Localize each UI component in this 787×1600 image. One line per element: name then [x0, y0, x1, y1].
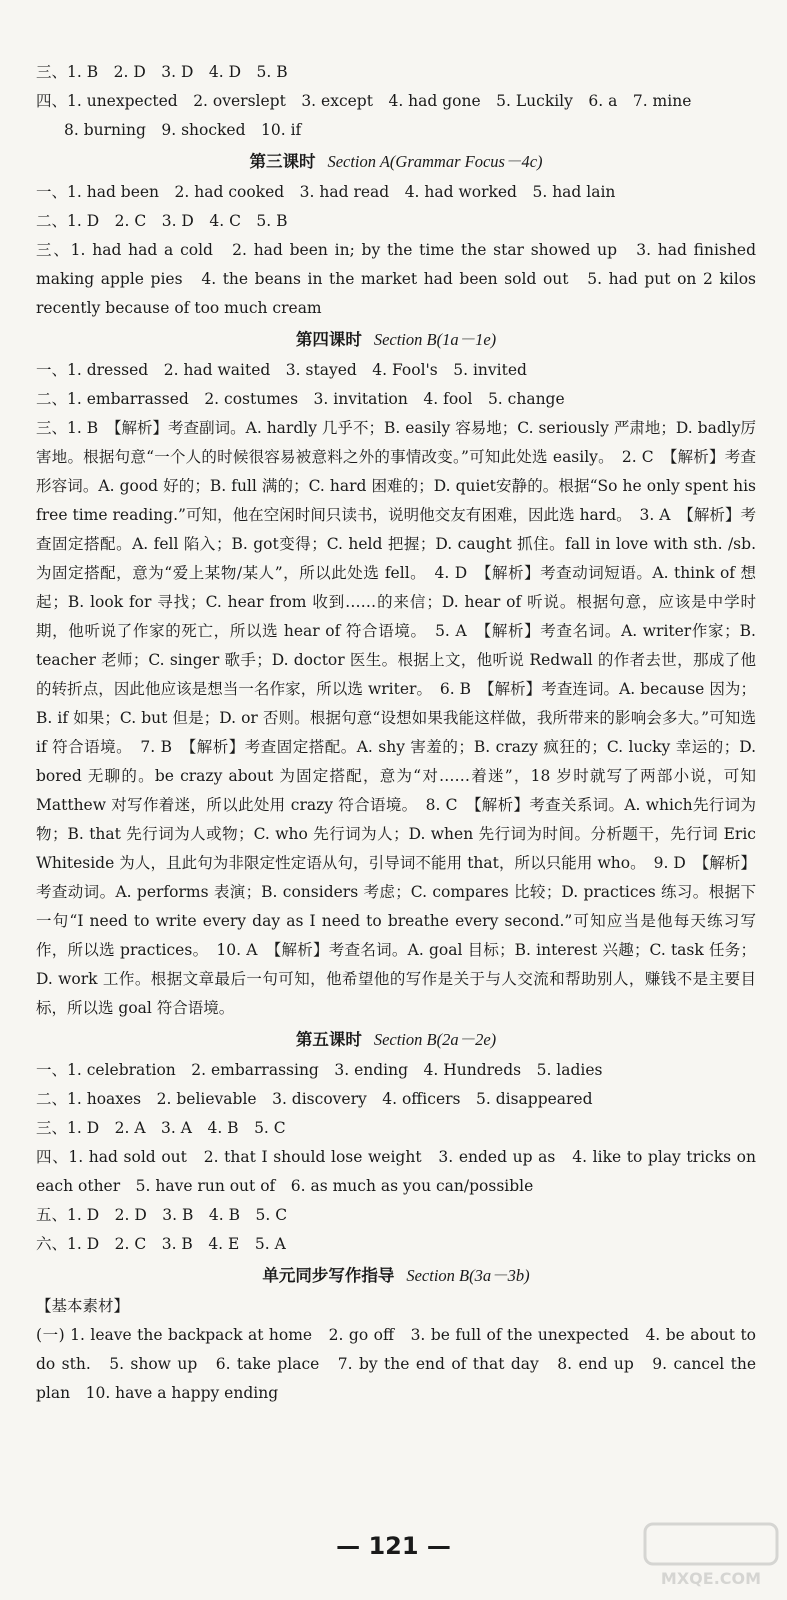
answer-line: 一、1. had been 2. had cooked 3. had read 4. had worked 5. had lain: [36, 183, 616, 201]
page-number: — 121 —: [336, 1532, 451, 1560]
material-paragraph: (一) 1. leave the backpack at home 2. go off 3. be full of the unexpected 4. be about to do sth. 5. show up 6. take place 7. by the end of that day 8. end up 9. cancel the plan 10. have a happy ending: [36, 1326, 756, 1402]
answer-line: 四、1. unexpected 2. overslept 3. except 4. had gone 5. Luckily 6. a 7. mine: [36, 92, 692, 110]
answer-line: 五、1. D 2. D 3. B 4. B 5. C: [36, 1206, 288, 1224]
answer-page: [36, 58, 756, 1408]
heading-cn: 第四课时: [295, 330, 362, 349]
answer-line: 三、1. B 2. D 3. D 4. D 5. B: [36, 63, 288, 81]
answer-line: 8. burning 9. shocked 10. if: [64, 121, 302, 139]
answer-line: 二、1. D 2. C 3. D 4. C 5. B: [36, 212, 288, 230]
answer-line: 二、1. embarrassed 2. costumes 3. invitation 4. fool 5. change: [36, 390, 565, 408]
section-heading: [36, 1023, 756, 1056]
answer-line: 一、1. dressed 2. had waited 3. stayed 4. Fool's 5. invited: [36, 361, 527, 379]
answer-paragraph: 四、1. had sold out 2. that I should lose weight 3. ended up as 4. like to play tricks on each other 5. have run out of 6. as much as you can/possible: [36, 1148, 756, 1195]
heading-en: Section A(Grammar Focus－4c): [327, 152, 543, 171]
answer-line: 二、1. hoaxes 2. believable 3. discovery 4. officers 5. disappeared: [36, 1090, 593, 1108]
watermark-text: MXQE.COM: [660, 1569, 762, 1588]
heading-cn: 第五课时: [295, 1030, 362, 1049]
heading-en: Section B(1a－1e): [373, 330, 497, 349]
material-label: 【基本素材】: [36, 1297, 130, 1315]
explanation-paragraph: 三、1. B 【解析】考查副词。A. hardly 几乎不；B. easily 容易地；C. seriously 严肃地；D. badly厉害地。根据句意“一个人的时候很容易被意料之外的事情改变。”可知此处选 easily。 2. C 【解析】考查形容词。A. good 好的；B. full 满的；C. hard 困难的；D. quiet安静的。根据“So he only spent his free time reading.”可知，他在空闲时间只读书，说明他交友有困难，因此选 hard。 3. A 【解析】考查固定搭配。A. fell 陷入；B. got变得；C. held 把握；D. caught 抓住。fall in love with sth. /sb. 为固定搭配，意为“爱上某物/某人”，所以此处选 fell。 4. D 【解析】考查动词短语。A. think of 想起；B. look for 寻找；C. hear from 收到……的来信；D. hear of 听说。根据句意，应该是中学时期，他听说了作家的死亡，所以选 hear of 符合语境。 5. A 【解析】考查名词。A. writer作家；B. teacher 老师；C. singer 歌手；D. doctor 医生。根据上文，他听说 Redwall 的作者去世，那成了他的转折点，因此他应该是想当一名作家，所以选 writer。 6. B 【解析】考查连词。A. because 因为；B. if 如果；C. but 但是；D. or 否则。根据句意“设想如果我能这样做，我所带来的影响会多大。”可知选 if 符合语境。 7. B 【解析】考查固定搭配。A. shy 害羞的；B. crazy 疯狂的；C. lucky 幸运的；D. bored 无聊的。be crazy about 为固定搭配，意为“对……着迷”，18 岁时就写了两部小说，可知 Matthew 对写作着迷，所以此处用 crazy 符合语境。 8. C 【解析】考查关系词。A. which先行词为物；B. that 先行词为人或物；C. who 先行词为人；D. when 先行词为时间。分析题干，先行词 Eric Whiteside 为人，且此句为非限定性定语从句，引导词不能用 that，所以只能用 who。 9. D 【解析】考查动词。A. performs 表演；B. considers 考虑；C. compares 比较；D. practices 练习。根据下一句“I need to write every day as I need to breathe every second.”可知应当是他每天练习写作，所以选 practices。 10. A 【解析】考查名词。A. goal 目标；B. interest 兴趣；C. task 任务；D. work 工作。根据文章最后一句可知，他希望他的写作是关于与人交流和帮助别人，赚钱不是主要目标，所以选 goal 符合语境。: [36, 419, 756, 1017]
answer-line: 六、1. D 2. C 3. B 4. E 5. A: [36, 1235, 286, 1253]
section-heading: [36, 1259, 756, 1292]
heading-en: Section B(2a－2e): [373, 1030, 497, 1049]
section-heading: [36, 145, 756, 178]
watermark-logo: [641, 1520, 781, 1592]
section-heading: [36, 323, 756, 356]
heading-cn: 单元同步写作指导: [262, 1266, 395, 1285]
answer-line: 三、1. D 2. A 3. A 4. B 5. C: [36, 1119, 286, 1137]
answer-line: 一、1. celebration 2. embarrassing 3. ending 4. Hundreds 5. ladies: [36, 1061, 603, 1079]
heading-cn: 第三课时: [249, 152, 316, 171]
answer-paragraph: 三、1. had had a cold 2. had been in; by the time the star showed up 3. had finished making apple pies 4. the beans in the market had been sold out 5. had put on 2 kilos recently because of too much cream: [36, 241, 756, 317]
heading-en: Section B(3a－3b): [406, 1266, 530, 1285]
